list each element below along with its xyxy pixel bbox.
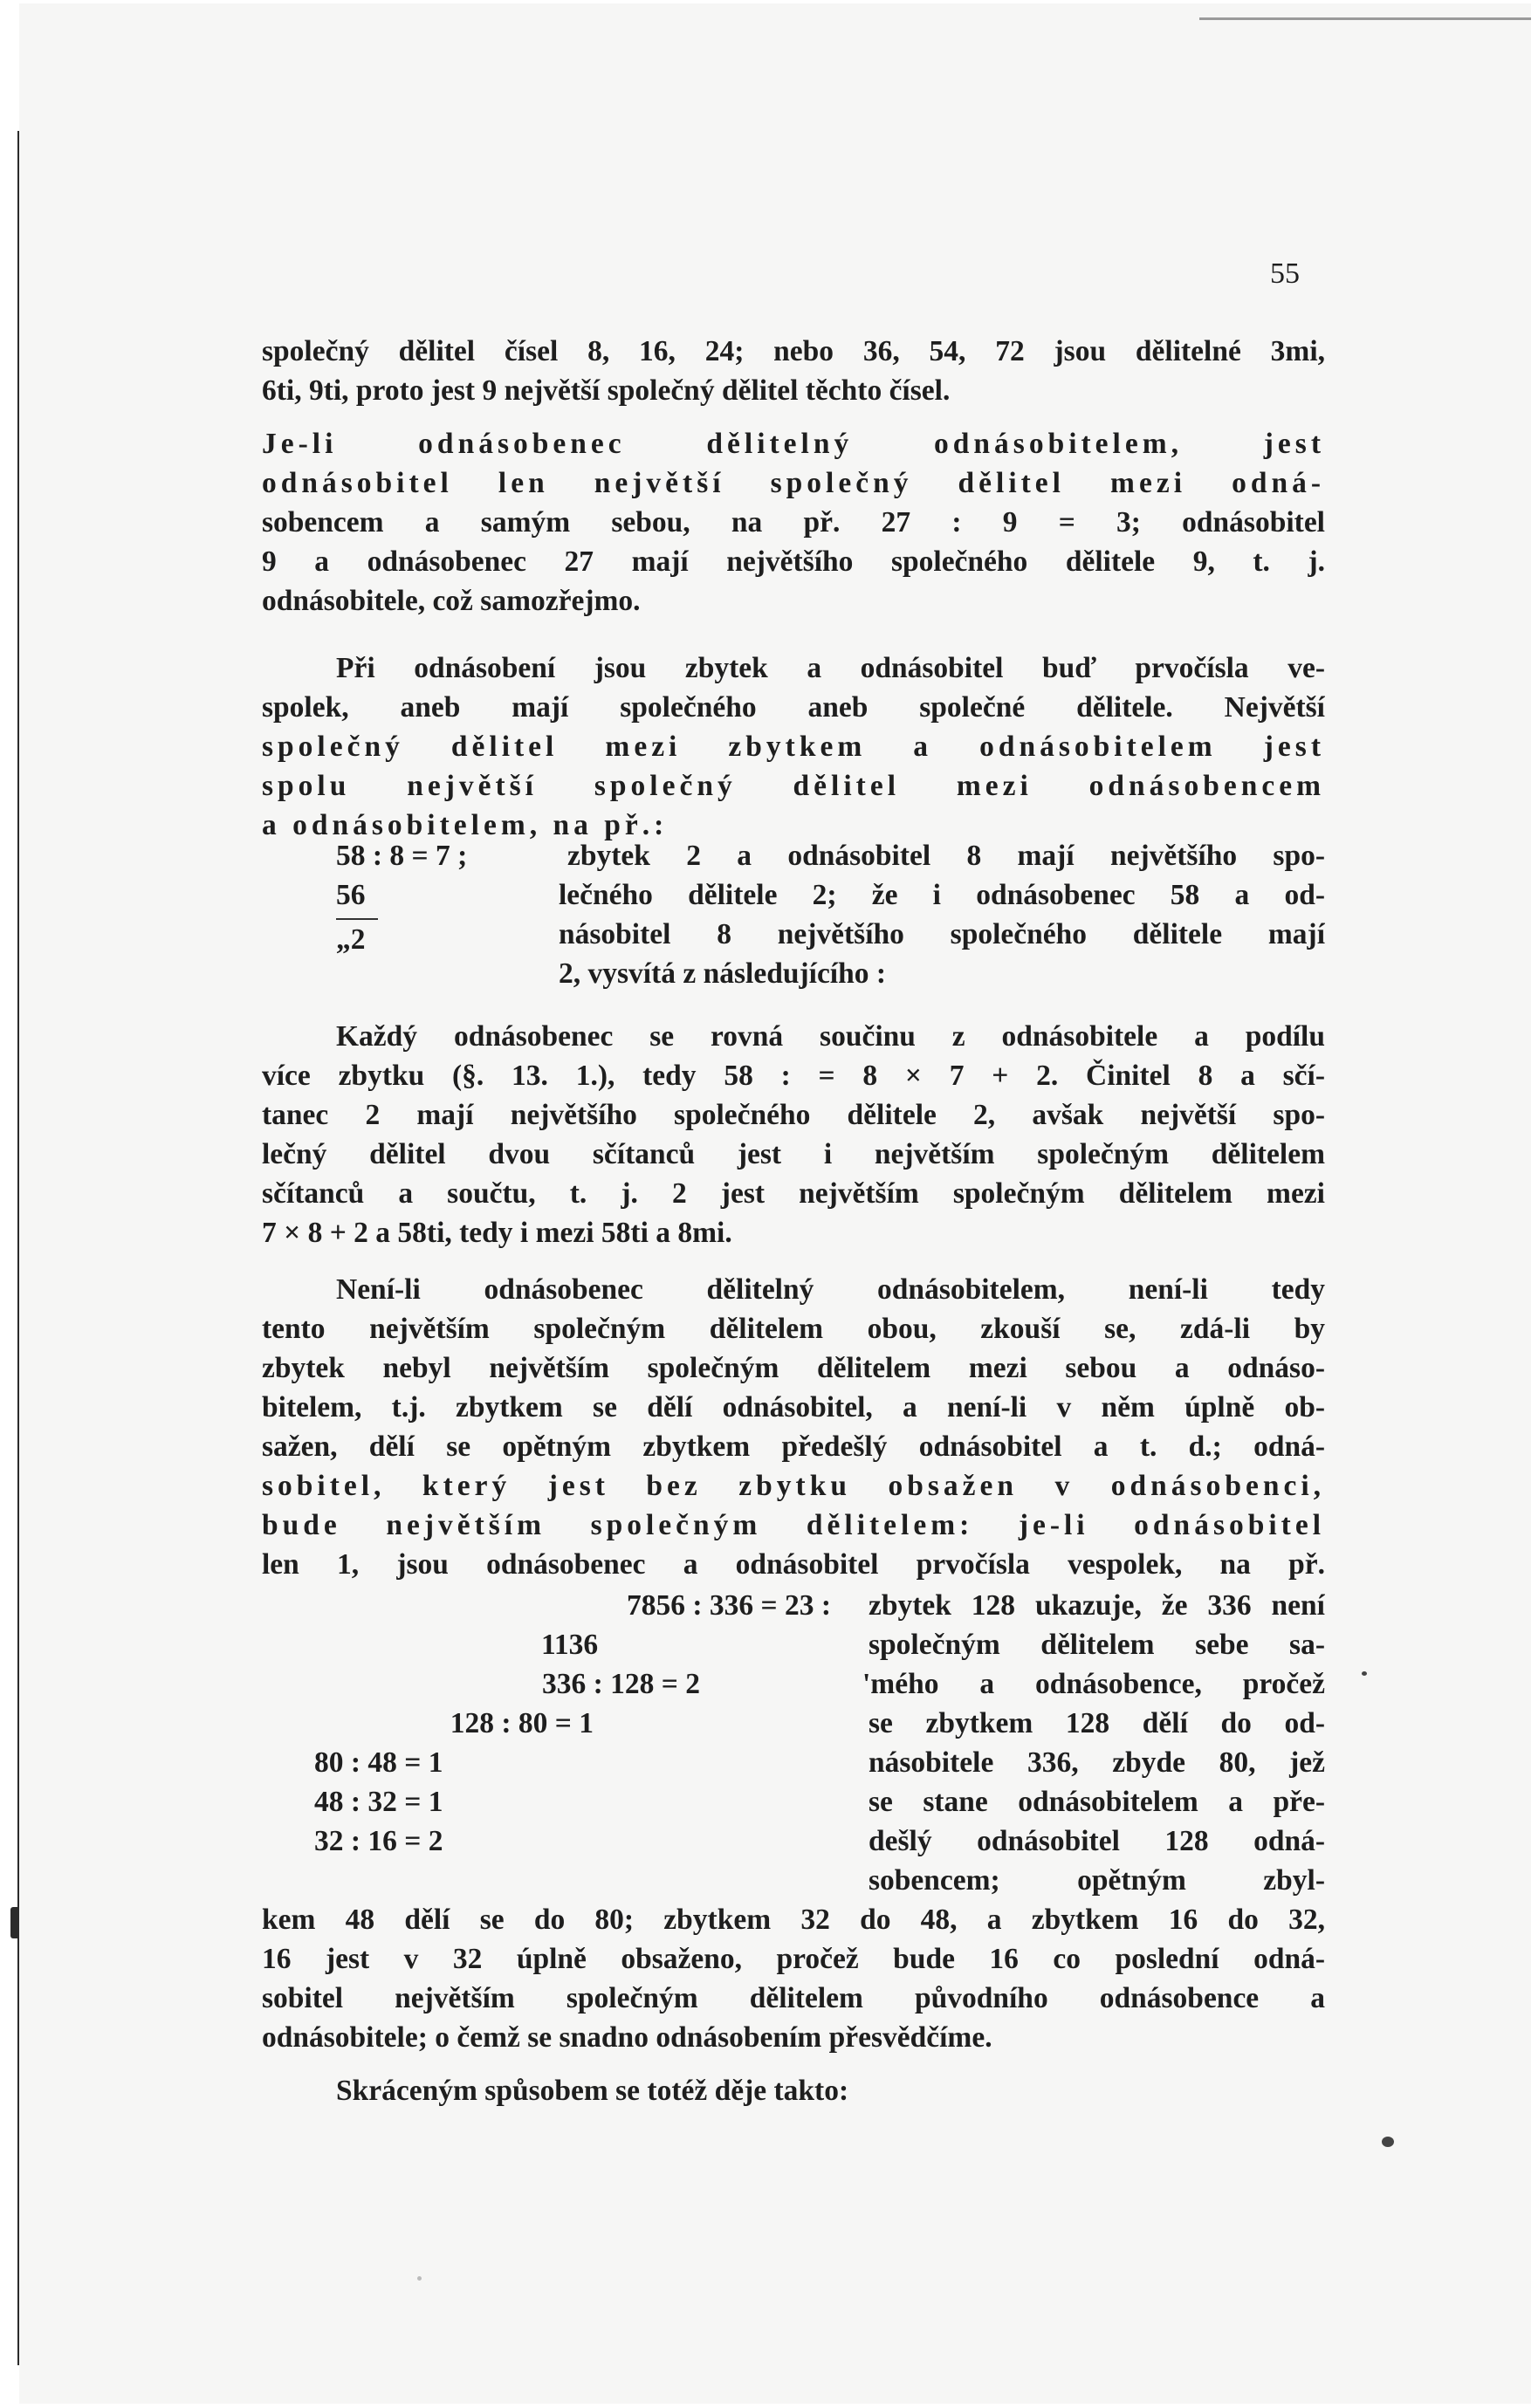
text-line: sobencem a samým sebou, na př. 27 : 9 = 3; odnásobitel — [262, 506, 1325, 539]
text-line: Každý odnásobenec se rovná součinu z odnásobitele a podílu — [336, 1020, 1325, 1053]
text-line: zbytek 128 ukazuje, že 336 není — [869, 1589, 1325, 1622]
text-line: společný dělitel čísel 8, 16, 24; nebo 36, 54, 72 jsou dělitelné 3mi, — [262, 335, 1325, 367]
calculation-line: 128 : 80 = 1 — [450, 1707, 594, 1739]
text-line: lečný dělitel dvou sčítanců jest i největším společným dělitelem — [262, 1138, 1325, 1170]
text-line: len 1, jsou odnásobenec a odnásobitel prvočísla vespolek, na př. — [262, 1548, 1325, 1581]
text-line: a odnásobitelem, na př.: — [262, 809, 669, 841]
calculation-line: 336 : 128 = 2 — [542, 1668, 700, 1700]
text-line: spolek, aneb mají společného aneb společné dělitele. Největší — [262, 691, 1325, 724]
page-gutter — [0, 0, 19, 2408]
calculation-line: 1136 — [541, 1629, 599, 1661]
text-line: 16 jest v 32 úplně obsaženo, pročež bude 16 co poslední odná- — [262, 1943, 1325, 1975]
text-line: sčítanců a součtu, t. j. 2 jest největším společným dělitelem mezi — [262, 1177, 1325, 1210]
text-line: 'mého a odnásobence, pročež — [862, 1668, 1325, 1700]
text-line: dešlý odnásobitel 128 odná- — [869, 1825, 1325, 1857]
text-line: 6ti, 9ti, proto jest 9 největší společný dělitel těchto čísel. — [262, 374, 951, 407]
text-line: lečného dělitele 2; že i odnásobenec 58 a od- — [559, 879, 1325, 911]
calculation-line: 80 : 48 = 1 — [314, 1746, 443, 1779]
calculation-line: 48 : 32 = 1 — [314, 1786, 443, 1818]
text-line: Je-li odnásobenec dělitelný odnásobitelem, jest — [262, 428, 1325, 460]
text-line: bitelem, t.j. zbytkem se dělí odnásobitel, a není-li v něm úplně ob- — [262, 1391, 1325, 1424]
text-line: 9 a odnásobenec 27 mají největšího společného dělitele 9, t. j. — [262, 545, 1325, 578]
text-line: Skráceným spůsobem se totéž děje takto: — [336, 2075, 849, 2107]
text-line: Není-li odnásobenec dělitelný odnásobitelem, není-li tedy — [336, 1273, 1325, 1306]
text-line: odnásobitel len největší společný dělitel mezi odná- — [262, 467, 1325, 499]
text-line: odnásobitele, což samozřejmo. — [262, 585, 641, 617]
text-line: kem 48 dělí se do 80; zbytkem 32 do 48, a zbytkem 16 do 32, — [262, 1904, 1325, 1936]
calculation-line: 7856 : 336 = 23 : — [626, 1589, 831, 1622]
text-line: společným dělitelem sebe sa- — [869, 1629, 1325, 1661]
text-line: tanec 2 mají největšího společného dělitele 2, avšak největší spo- — [262, 1099, 1325, 1131]
text-line: společný dělitel mezi zbytkem a odnásobitelem jest — [262, 731, 1325, 763]
text-line: sobitel největším společným dělitelem původního odnásobence a — [262, 1982, 1325, 2014]
page-top-edge — [1199, 17, 1531, 20]
text-line: sažen, dělí se opětným zbytkem předešlý odnásobitel a t. d.; odná- — [262, 1430, 1325, 1463]
text-line: zbytek nebyl největším společným dělitelem mezi sebou a odnáso- — [262, 1352, 1325, 1384]
text-line: více zbytku (§. 13. 1.), tedy 58 : = 8 × 7 + 2. Činitel 8 a sčí- — [262, 1060, 1325, 1092]
ink-speck — [1382, 2137, 1394, 2147]
text-line: 7 × 8 + 2 a 58ti, tedy i mezi 58ti a 8mi. — [262, 1217, 732, 1249]
ink-speck — [1362, 1671, 1367, 1676]
text-line: tento největším společným dělitelem obou, zkouší se, zdá-li by — [262, 1313, 1325, 1345]
text-line: odnásobitele; o čemž se snadno odnásobením přesvědčíme. — [262, 2021, 992, 2054]
division-equation: 58 : 8 = 7 ; — [336, 840, 468, 872]
text-line: spolu největší společný dělitel mezi odnásobencem — [262, 770, 1325, 802]
page-number: 55 — [1270, 257, 1300, 290]
subtraction-line: 56 — [336, 879, 366, 911]
text-line: násobitele 336, zbyde 80, jež — [869, 1746, 1325, 1779]
text-line: bude největším společným dělitelem: je-li odnásobitel — [262, 1509, 1325, 1541]
text-line: 2, vysvítá z následujícího : — [559, 957, 887, 990]
text-line: se zbytkem 128 dělí do od- — [869, 1707, 1325, 1739]
text-line: sobencem; opětným zbyl- — [869, 1864, 1325, 1897]
ink-speck — [417, 2276, 422, 2281]
text-line: sobitel, který jest bez zbytku obsažen v odnásobenci, — [262, 1470, 1325, 1502]
calculation-line: 32 : 16 = 2 — [314, 1825, 443, 1857]
text-line: Při odnásobení jsou zbytek a odnásobitel buď prvočísla ve- — [336, 652, 1325, 684]
remainder: „2 — [336, 923, 366, 956]
text-line: násobitel 8 největšího společného dělitele mají — [559, 918, 1325, 950]
text-line: se stane odnásobitelem a pře- — [869, 1786, 1325, 1818]
text-line: zbytek 2 a odnásobitel 8 mají největšího spo- — [567, 840, 1325, 872]
